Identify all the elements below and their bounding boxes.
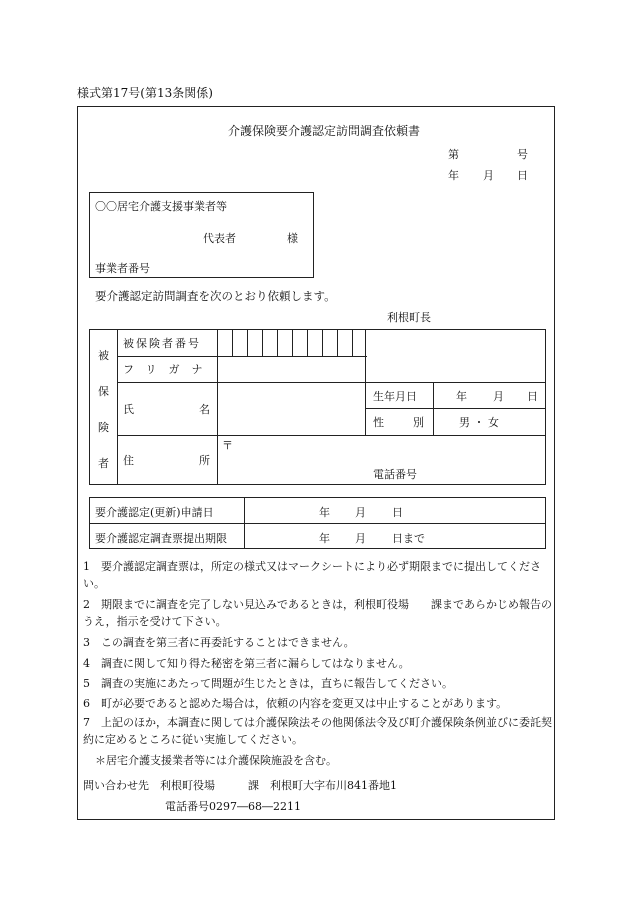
insured-number-label: 被保険者番号 [123, 337, 201, 350]
name-label-b: 名 [199, 403, 210, 416]
application-date-year: 年 [319, 506, 330, 519]
note-3: 3 この調査を第三者に再委託することはできません。 [83, 636, 355, 649]
addressee-business-number: 事業者番号 [95, 262, 150, 275]
birthdate-year: 年 [456, 390, 467, 403]
request-text: 要介護認定訪問調査を次のとおり依頼します。 [95, 289, 336, 303]
deadline-month: 月 [355, 532, 366, 545]
birthdate-label: 生年月日 [373, 390, 417, 403]
issue-date-month: 月 [483, 169, 494, 182]
birthdate-day: 日 [527, 390, 538, 403]
sex-label-a: 性 [373, 416, 384, 429]
number-dai: 第 [448, 148, 459, 161]
deadline-label: 要介護認定調査票提出期限 [95, 532, 227, 545]
contact-phone: 電話番号0297―68―2211 [165, 800, 301, 813]
note-7: 7 上記のほか，本調査に関しては介護保険法その他関係法令及び町介護保険条例並びに委託契約に定めるところに従い実施してください。 [83, 716, 552, 746]
insured-vertical-char-3: 険 [98, 421, 109, 434]
deadline-day: 日まで [392, 532, 425, 545]
mayor-name: 利根町長 [387, 311, 431, 324]
note-4: 4 調査に関して知り得た秘密を第三者に漏らしてはなりません。 [83, 657, 410, 670]
sex-label-b: 別 [413, 416, 424, 429]
address-label-b: 所 [199, 454, 210, 467]
issue-date-day: 日 [517, 169, 528, 182]
furigana-label: フリガナ [123, 363, 215, 376]
address-label-a: 住 [123, 454, 134, 467]
note-1: 1 要介護認定調査票は，所定の様式又はマークシートにより必ず期限までに提出してください。 [83, 560, 541, 590]
name-label-a: 氏 [123, 403, 134, 416]
deadline-year: 年 [319, 532, 330, 545]
issue-date-year: 年 [448, 169, 459, 182]
addressee-company: 〇〇居宅介護支援事業者等 [95, 200, 227, 213]
insured-vertical-char-2: 保 [98, 385, 109, 398]
number-go: 号 [517, 148, 528, 161]
addressee-sama: 様 [287, 232, 298, 245]
postal-mark: 〒 [222, 439, 233, 452]
insured-table-outer [89, 329, 546, 485]
insured-vertical-char-1: 被 [98, 349, 109, 362]
sex-value: 男 ・ 女 [459, 416, 499, 429]
form-number: 様式第17号(第13条関係) [77, 86, 213, 100]
note-2: 2 期限までに調査を完了しない見込みであるときは，利根町役場 課まであらかじめ報告のうえ，指示を受けて下さい。 [83, 598, 552, 628]
note-6: 6 町が必要であると認めた場合は，依頼の内容を変更又は中止することがあります。 [83, 697, 508, 710]
application-date-day: 日 [392, 506, 403, 519]
application-date-label: 要介護認定(更新)申請日 [95, 506, 214, 519]
asterisk-note: ＊居宅介護支援業者等には介護保険施設を含む。 [95, 754, 337, 767]
insured-vertical-char-4: 者 [98, 457, 109, 470]
document-title: 介護保険要介護認定訪問調査依頼書 [228, 124, 421, 138]
application-date-month: 月 [355, 506, 366, 519]
contact-line-1: 問い合わせ先 利根町役場 課 利根町大字布川841番地1 [83, 779, 397, 792]
note-5: 5 調査の実施にあたって問題が生じたときは，直ちに報告してください。 [83, 677, 453, 690]
birthdate-month: 月 [493, 390, 504, 403]
phone-label: 電話番号 [373, 468, 417, 481]
addressee-representative: 代表者 [203, 232, 236, 245]
